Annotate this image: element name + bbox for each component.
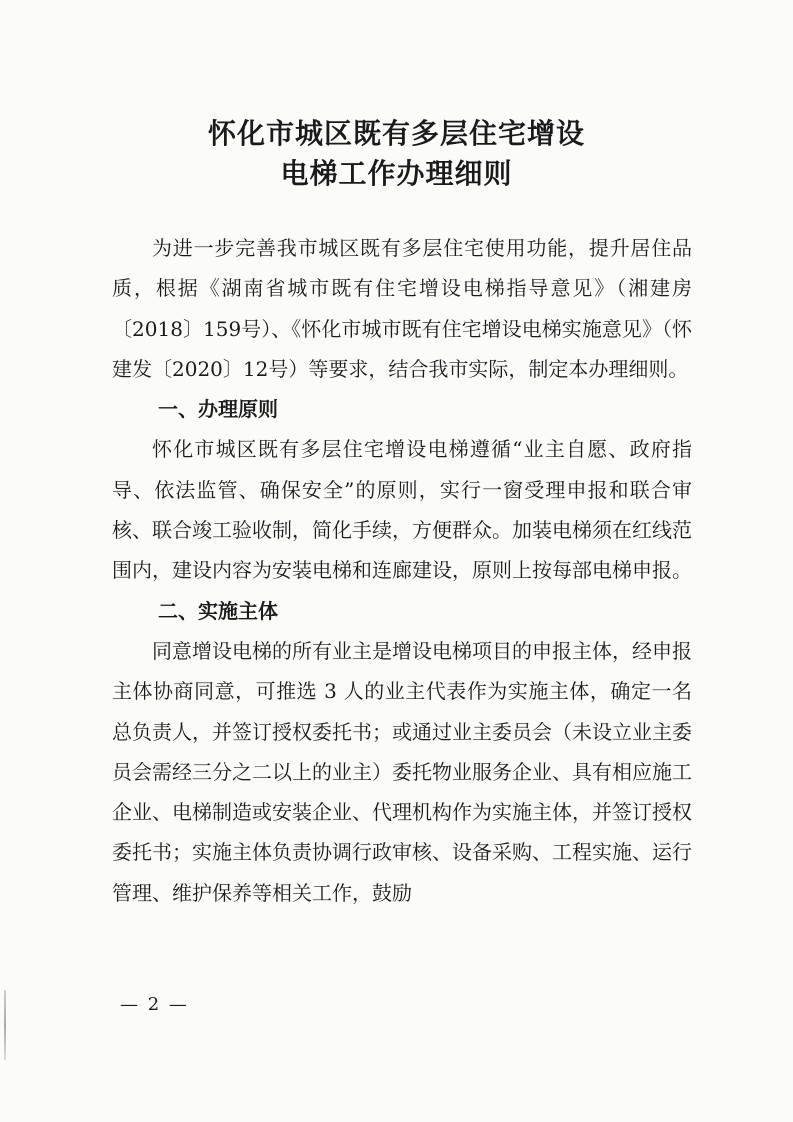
page-number: — 2 — xyxy=(120,994,189,1015)
section1-paragraph: 怀化市城区既有多层住宅增设电梯遵循“业主自愿、政府指导、依法监管、确保安全”的原则，实行一窗受理申报和联合审核、联合竣工验收制，简化手续，方便群众。加装电梯须在红线范围内，建设内容为安装电梯和连廊建设，原则上按每部电梯申报。 xyxy=(112,437,692,583)
document-title-line2: 电梯工作办理细则 xyxy=(280,157,513,190)
section2-paragraph: 同意增设电梯的所有业主是增设电梯项目的申报主体，经申报主体协商同意，可推选 3 人的业主代表作为实施主体，确定一名总负责人，并签订授权委托书；或通过业主委员会（未设立业主委员会需经三分之二以上的业主）委托物业服务企业、具有相应施工企业、电梯制造或安装企业、代理机构作为实施主体，并签订授权委托书；实施主体负责协调行政审核、设备采购、工程实施、运行管理、维护保养等相关工作，鼓励 xyxy=(112,638,692,905)
section1-heading: 一、办理原则 xyxy=(158,397,278,422)
document-title-line1: 怀化市城区既有多层住宅增设 xyxy=(207,117,585,150)
document-body xyxy=(112,228,692,913)
section2-heading: 二、实施主体 xyxy=(158,598,278,623)
intro-paragraph: 为进一步完善我市城区既有多层住宅使用功能，提升居住品质，根据《湖南省城市既有住宅增设电梯指导意见》（湘建房〔2018〕159号）、《怀化市城市既有住宅增设电梯实施意见》（怀建发〔2020〕12号）等要求，结合我市实际，制定本办理细则。 xyxy=(112,236,692,381)
